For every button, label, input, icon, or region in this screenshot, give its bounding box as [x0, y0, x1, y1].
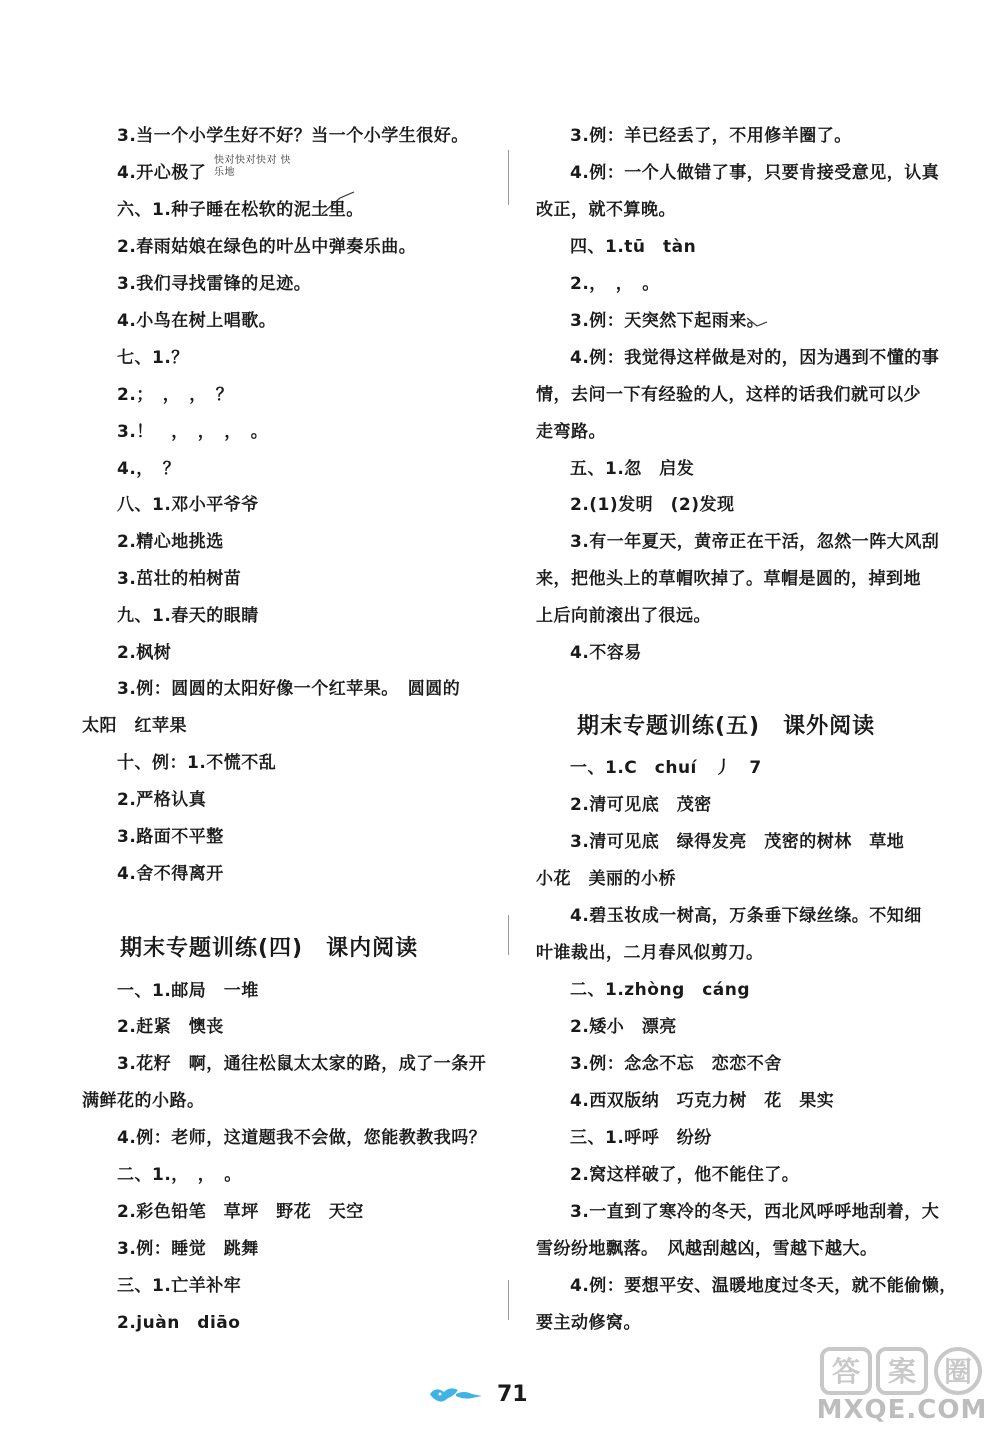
- column-divider: [508, 915, 509, 955]
- answer-line: 4.不容易: [570, 643, 642, 663]
- answer-line: 3.当一个小学生好不好？当一个小学生很好。: [117, 126, 469, 146]
- answer-line: 3.一直到了寒冷的冬天，西北风呼呼地刮着，大: [570, 1202, 940, 1222]
- answer-line: 五、1.忽 启发: [570, 459, 695, 479]
- answer-line: 满鲜花的小路。: [82, 1091, 205, 1111]
- watermark: [812, 1345, 992, 1433]
- answer-line: 2.清可见底 茂密: [570, 795, 712, 815]
- answer-line: 4.例：我觉得这样做是对的，因为遇到不懂的事: [570, 348, 940, 368]
- answer-line: 3.有一年夏天，黄帝正在干活，忽然一阵大风刮: [570, 532, 940, 552]
- page-number: 71: [497, 1382, 528, 1407]
- pen-mark: [320, 188, 360, 218]
- answer-line: 十、例：1.不慌不乱: [117, 753, 277, 773]
- answer-line: 八、1.邓小平爷爷: [117, 495, 259, 515]
- answer-line: 2.赶紧 懊丧: [117, 1017, 224, 1037]
- answer-line: 2.， ， 。: [570, 274, 660, 294]
- answer-line: 改正，就不算晚。: [536, 200, 676, 220]
- pen-mark: [745, 312, 769, 332]
- watermark-logo-icon: [820, 1345, 986, 1397]
- answer-line: 要主动修窝。: [536, 1313, 641, 1333]
- answer-line: 小花 美丽的小桥: [536, 869, 676, 889]
- answer-line: 七、1.？: [117, 348, 189, 368]
- section-heading: 期末专题训练(四) 课内阅读: [120, 936, 419, 961]
- answer-line: 一、1.邮局 一堆: [117, 981, 259, 1001]
- answer-line: 走弯路。: [536, 422, 606, 442]
- answer-line: 4.例：老师，这道题我不会做，您能教教我吗？: [117, 1128, 487, 1148]
- answer-line: 3.例：睡觉 跳舞: [117, 1239, 259, 1259]
- answer-line: 3.我们寻找雷锋的足迹。: [117, 274, 312, 294]
- answer-line: 4.例：要想平安、温暖地度过冬天，就不能偷懒，: [570, 1276, 957, 1296]
- answer-line: 2.窝这样破了，他不能住了。: [570, 1165, 800, 1185]
- section-heading: 期末专题训练(五) 课外阅读: [577, 714, 876, 739]
- answer-line: 2.矮小 漂亮: [570, 1017, 677, 1037]
- answer-line: 3.例：念念不忘 恋恋不舍: [570, 1054, 782, 1074]
- answer-line: 3.花籽 啊，通往松鼠太太家的路，成了一条开: [117, 1054, 487, 1074]
- answer-line: 太阳 红苹果: [82, 716, 187, 736]
- answer-line: 2.彩色铅笔 草坪 野花 天空: [117, 1202, 364, 1222]
- answer-line: 雪纷纷地飘落。 风越刮越凶，雪越下越大。: [536, 1239, 878, 1259]
- answer-line: 三、1.亡羊补牢: [117, 1276, 242, 1296]
- answer-line: 4.小鸟在树上唱歌。: [117, 311, 277, 331]
- answer-line: 3.！ ， ， ， 。: [117, 422, 269, 442]
- answer-line: 三、1.呼呼 纷纷: [570, 1128, 712, 1148]
- answer-line: 4.， ？: [117, 459, 181, 479]
- answer-line: 2.枫树: [117, 643, 172, 663]
- answer-line: 2.春雨姑娘在绿色的叶丛中弹奏乐曲。: [117, 237, 417, 257]
- answer-line: 4.碧玉妆成一树高，万条垂下绿丝绦。不知细: [570, 906, 922, 926]
- answer-line: 二、1.， ， 。: [117, 1165, 242, 1185]
- answer-line: 3.清可见底 绿得发亮 茂密的树林 草地: [570, 832, 905, 852]
- answer-line: 4.例：一个人做错了事，只要肯接受意见，认真: [570, 163, 940, 183]
- answer-line: 九、1.春天的眼睛: [117, 606, 259, 626]
- answer-line: 2.严格认真: [117, 790, 207, 810]
- answer-line: 4.舍不得离开: [117, 864, 224, 884]
- handwritten-note: 快对快对快对 快乐地: [214, 155, 292, 178]
- answer-line: 2.精心地挑选: [117, 532, 224, 552]
- answer-line: 上后向前滚出了很远。: [536, 606, 711, 626]
- answer-line: 3.路面不平整: [117, 827, 224, 847]
- watermark-site: MXQE.COM: [816, 1395, 988, 1425]
- answer-line: 二、1.zhòng cáng: [570, 980, 751, 1000]
- column-divider: [508, 1280, 509, 1320]
- svg-text:案: 案: [887, 1355, 917, 1388]
- answer-line: 叶谁裁出，二月春风似剪刀。: [536, 943, 764, 963]
- answer-line: 4.开心极了: [117, 163, 207, 183]
- column-divider: [508, 150, 509, 205]
- answer-line: 情，去问一下有经验的人，这样的话我们就可以少: [536, 385, 921, 405]
- answer-line: 3.例：羊已经丢了，不用修羊圈了。: [570, 126, 852, 146]
- answer-line: 3.例：天突然下起雨来。: [570, 311, 765, 331]
- answer-line: 一、1.C chuí 丿 7: [570, 758, 762, 778]
- answer-line: 四、1.tū tàn: [570, 237, 697, 257]
- answer-line: 来，把他头上的草帽吹掉了。草帽是圆的，掉到地: [536, 569, 921, 589]
- answer-line: 2.juàn diāo: [117, 1313, 241, 1333]
- answer-line: 六、1.种子睡在松软的泥土里。: [117, 200, 364, 220]
- svg-text:答: 答: [831, 1355, 861, 1388]
- answer-line: 4.西双版纳 巧克力树 花 果实: [570, 1091, 835, 1111]
- answer-line: 3.茁壮的柏树苗: [117, 569, 242, 589]
- answer-line: 2.(1)发明 (2)发现: [570, 495, 735, 515]
- svg-text:圈: 圈: [943, 1355, 973, 1388]
- answer-line: 2.； ， ， ？: [117, 385, 234, 405]
- answer-line: 3.例：圆圆的太阳好像一个红苹果。 圆圆的: [117, 679, 461, 699]
- bird-icon: [428, 1384, 484, 1408]
